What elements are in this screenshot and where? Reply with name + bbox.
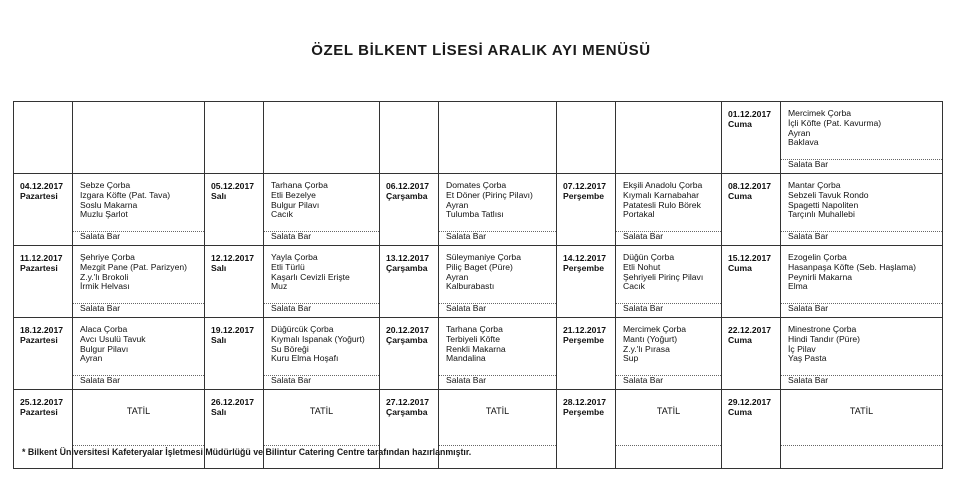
dish-item: Düğürcük Çorba bbox=[271, 324, 334, 334]
dish-item: Spagetti Napoliten bbox=[788, 199, 859, 210]
day-name: Pazartesi bbox=[20, 191, 58, 201]
dish-list bbox=[264, 174, 379, 231]
date-text: 07.12.2017 bbox=[563, 181, 607, 191]
dish-item: Mezgit Pane (Pat. Parizyen) bbox=[80, 261, 187, 272]
dish-item: Sebzeli Tavuk Rondo bbox=[788, 189, 869, 200]
day-name: Çarşamba bbox=[386, 407, 428, 417]
meals-cell-tuesday bbox=[264, 102, 380, 174]
date-cell-tuesday bbox=[205, 318, 264, 390]
salad-bar-item: Salata Bar bbox=[781, 231, 942, 241]
week-row bbox=[14, 174, 943, 246]
dish-item: Izgara Köfte (Pat. Tava) bbox=[80, 189, 171, 200]
day-name: Salı bbox=[211, 407, 227, 417]
dish-list bbox=[439, 318, 556, 375]
day-name: Pazartesi bbox=[20, 263, 58, 273]
holiday-label: TATİL bbox=[656, 406, 681, 416]
dish-item: Yaş Pasta bbox=[788, 353, 827, 364]
day-name: Salı bbox=[211, 191, 227, 201]
date-text: 13.12.2017 bbox=[386, 253, 430, 263]
date-text: 28.12.2017 bbox=[563, 397, 607, 407]
meals-cell-friday bbox=[781, 246, 943, 318]
salad-bar-item: Salata Bar bbox=[439, 231, 556, 241]
salad-bar-item: Salata Bar bbox=[439, 375, 556, 385]
day-name: Çarşamba bbox=[386, 335, 428, 345]
dish-item: Yayla Çorba bbox=[271, 252, 318, 262]
date-cell-thursday bbox=[557, 318, 616, 390]
day-name: Cuma bbox=[728, 119, 752, 129]
dish-item: Baklava bbox=[788, 137, 819, 148]
meals-cell-wednesday bbox=[439, 174, 557, 246]
dish-item: Etli Bezelye bbox=[271, 189, 316, 200]
date-text: 25.12.2017 bbox=[20, 397, 64, 407]
dish-list bbox=[439, 246, 556, 303]
salad-bar-item: Salata Bar bbox=[264, 231, 379, 241]
meals-cell-monday bbox=[73, 246, 205, 318]
divider bbox=[781, 445, 942, 446]
dish-item: Kıymalı Karnabahar bbox=[623, 189, 699, 200]
week-row bbox=[14, 102, 943, 174]
date-text: 05.12.2017 bbox=[211, 181, 255, 191]
footnote: * Bilkent Üniversitesi Kafeteryalar İşletmesi Müdürlüğü ve Bilintur Catering Centre tarafından hazırlanmıştır. bbox=[22, 447, 472, 457]
dish-item: Ayran bbox=[446, 199, 469, 210]
salad-bar-item: Salata Bar bbox=[73, 303, 204, 313]
date-cell-friday bbox=[722, 246, 781, 318]
dish-item: Elma bbox=[788, 281, 808, 292]
dish-item: Muz bbox=[271, 281, 288, 292]
day-name: Perşembe bbox=[563, 263, 605, 273]
meals-cell-tuesday bbox=[264, 246, 380, 318]
dish-item: Hasanpaşa Köfte (Seb. Haşlama) bbox=[788, 261, 917, 272]
dish-item: Tarçınlı Muhallebi bbox=[788, 209, 855, 220]
dish-item: Tulumba Tatlısı bbox=[446, 209, 504, 220]
date-text: 20.12.2017 bbox=[386, 325, 430, 335]
dish-item: Sup bbox=[623, 353, 639, 364]
week-row bbox=[14, 318, 943, 390]
dish-item: Mandalina bbox=[446, 353, 486, 364]
dish-item: Etli Nohut bbox=[623, 261, 661, 272]
day-name: Salı bbox=[211, 335, 227, 345]
date-cell-thursday bbox=[557, 390, 616, 469]
salad-bar-item: Salata Bar bbox=[781, 159, 942, 169]
dish-list bbox=[781, 318, 942, 375]
dish-item: Patatesli Rulo Börek bbox=[623, 199, 701, 210]
page-title: ÖZEL BİLKENT LİSESİ ARALIK AYI MENÜSÜ bbox=[311, 42, 651, 59]
date-text: 29.12.2017 bbox=[728, 397, 772, 407]
meals-cell-wednesday bbox=[439, 102, 557, 174]
dish-item: Düğün Çorba bbox=[623, 252, 675, 262]
dish-item: Ekşili Anadolu Çorba bbox=[623, 180, 703, 190]
date-text: 11.12.2017 bbox=[20, 253, 63, 263]
dish-item: Terbiyeli Köfte bbox=[446, 333, 500, 344]
dish-item: Tarhana Çorba bbox=[271, 180, 328, 190]
dish-item: Piliç Baget (Püre) bbox=[446, 261, 513, 272]
dish-list bbox=[439, 174, 556, 231]
meals-cell-friday bbox=[781, 390, 943, 469]
dish-list bbox=[781, 246, 942, 303]
date-text: 04.12.2017 bbox=[20, 181, 64, 191]
date-text: 22.12.2017 bbox=[728, 325, 772, 335]
dish-item: Bulgur Pilavı bbox=[271, 199, 320, 210]
dish-item: Şehriyeli Pirinç Pilavı bbox=[623, 271, 704, 282]
day-name: Cuma bbox=[728, 407, 752, 417]
dish-item: Muzlu Şarlot bbox=[80, 209, 128, 220]
date-cell-monday bbox=[14, 246, 73, 318]
dish-item: Cacık bbox=[271, 209, 293, 220]
meals-cell-thursday bbox=[616, 390, 722, 469]
date-cell-thursday bbox=[557, 102, 616, 174]
dish-list bbox=[616, 174, 721, 231]
date-cell-wednesday bbox=[380, 246, 439, 318]
dish-list bbox=[781, 174, 942, 231]
dish-list bbox=[616, 318, 721, 375]
date-text: 01.12.2017 bbox=[728, 109, 772, 119]
meals-cell-friday bbox=[781, 102, 943, 174]
meals-cell-tuesday bbox=[264, 174, 380, 246]
date-cell-thursday bbox=[557, 246, 616, 318]
date-text: 06.12.2017 bbox=[386, 181, 430, 191]
day-name: Çarşamba bbox=[386, 263, 428, 273]
menu-table bbox=[13, 101, 943, 469]
date-cell-tuesday bbox=[205, 102, 264, 174]
meals-cell-friday bbox=[781, 318, 943, 390]
meals-cell-thursday bbox=[616, 102, 722, 174]
day-name: Pazartesi bbox=[20, 407, 58, 417]
day-name: Cuma bbox=[728, 335, 752, 345]
dish-item: Minestrone Çorba bbox=[788, 324, 857, 334]
day-name: Salı bbox=[211, 263, 227, 273]
divider bbox=[73, 445, 204, 446]
dish-item: Mercimek Çorba bbox=[788, 108, 852, 118]
date-text: 19.12.2017 bbox=[211, 325, 255, 335]
dish-list bbox=[264, 246, 379, 303]
dish-item: Bulgur Pilavı bbox=[80, 343, 129, 354]
dish-item: Peynirli Makarna bbox=[788, 271, 852, 282]
date-cell-monday bbox=[14, 174, 73, 246]
salad-bar-item: Salata Bar bbox=[781, 303, 942, 313]
salad-bar-item: Salata Bar bbox=[73, 375, 204, 385]
salad-bar-item: Salata Bar bbox=[616, 375, 721, 385]
dish-item: Renkli Makarna bbox=[446, 343, 506, 354]
dish-item: Alaca Çorba bbox=[80, 324, 128, 334]
dish-item: Portakal bbox=[623, 209, 655, 220]
dish-item: Kıymalı Ispanak (Yoğurt) bbox=[271, 333, 365, 344]
salad-bar-item: Salata Bar bbox=[264, 375, 379, 385]
salad-bar-item: Salata Bar bbox=[264, 303, 379, 313]
dish-item: Kuru Elma Hoşafı bbox=[271, 353, 339, 364]
dish-item: İçli Köfte (Pat. Kavurma) bbox=[788, 117, 882, 128]
dish-item: Et Döner (Pirinç Pilavı) bbox=[446, 189, 533, 200]
date-text: 27.12.2017 bbox=[386, 397, 430, 407]
meals-cell-thursday bbox=[616, 318, 722, 390]
dish-item: Mercimek Çorba bbox=[623, 324, 687, 334]
date-cell-friday bbox=[722, 102, 781, 174]
dish-item: Şehriye Çorba bbox=[80, 252, 135, 262]
date-text: 26.12.2017 bbox=[211, 397, 255, 407]
dish-item: Su Böreği bbox=[271, 343, 309, 354]
date-cell-tuesday bbox=[205, 246, 264, 318]
dish-item: Ayran bbox=[446, 271, 469, 282]
salad-bar-item: Salata Bar bbox=[616, 303, 721, 313]
holiday-label: TATİL bbox=[485, 406, 510, 416]
divider bbox=[439, 445, 556, 446]
week-row bbox=[14, 246, 943, 318]
meals-cell-monday bbox=[73, 174, 205, 246]
day-name: Cuma bbox=[728, 263, 752, 273]
date-text: 15.12.2017 bbox=[728, 253, 772, 263]
date-cell-monday bbox=[14, 102, 73, 174]
meals-cell-wednesday bbox=[439, 246, 557, 318]
meals-cell-monday bbox=[73, 318, 205, 390]
date-cell-wednesday bbox=[380, 174, 439, 246]
dish-item: Soslu Makarna bbox=[80, 199, 138, 210]
meals-cell-friday bbox=[781, 174, 943, 246]
dish-item: Süleymaniye Çorba bbox=[446, 252, 521, 262]
date-text: 18.12.2017 bbox=[20, 325, 64, 335]
meals-cell-tuesday bbox=[264, 318, 380, 390]
salad-bar-item: Salata Bar bbox=[73, 231, 204, 241]
dish-list bbox=[73, 318, 204, 375]
dish-list bbox=[73, 246, 204, 303]
dish-item: Etli Türlü bbox=[271, 261, 305, 272]
date-text: 21.12.2017 bbox=[563, 325, 607, 335]
meals-cell-monday bbox=[73, 102, 205, 174]
salad-bar-item: Salata Bar bbox=[616, 231, 721, 241]
date-cell-friday bbox=[722, 390, 781, 469]
meals-cell-thursday bbox=[616, 174, 722, 246]
dish-item: Kalburabastı bbox=[446, 281, 495, 292]
dish-item: İç Pilav bbox=[788, 343, 816, 354]
date-cell-wednesday bbox=[380, 318, 439, 390]
divider bbox=[264, 445, 379, 446]
dish-item: Kaşarlı Cevizli Erişte bbox=[271, 271, 350, 282]
dish-item: Tarhana Çorba bbox=[446, 324, 503, 334]
dish-item: Ayran bbox=[80, 353, 103, 364]
dish-item: Cacık bbox=[623, 281, 645, 292]
date-cell-tuesday bbox=[205, 174, 264, 246]
dish-item: Ayran bbox=[788, 127, 811, 138]
day-name: Perşembe bbox=[563, 407, 605, 417]
date-text: 12.12.2017 bbox=[211, 253, 255, 263]
dish-list bbox=[781, 102, 942, 159]
meals-cell-thursday bbox=[616, 246, 722, 318]
dish-item: Z.y.'lı Brokoli bbox=[80, 271, 129, 282]
divider bbox=[616, 445, 721, 446]
dish-item: Ezogelin Çorba bbox=[788, 252, 847, 262]
salad-bar-item: Salata Bar bbox=[439, 303, 556, 313]
day-name: Perşembe bbox=[563, 191, 605, 201]
day-name: Çarşamba bbox=[386, 191, 428, 201]
dish-item: İrmik Helvası bbox=[80, 281, 130, 292]
holiday-label: TATİL bbox=[849, 406, 874, 416]
dish-item: Mantı (Yoğurt) bbox=[623, 333, 678, 344]
dish-item: Avcı Usulü Tavuk bbox=[80, 333, 146, 344]
date-cell-wednesday bbox=[380, 102, 439, 174]
dish-list bbox=[73, 174, 204, 231]
day-name: Perşembe bbox=[563, 335, 605, 345]
meals-cell-wednesday bbox=[439, 318, 557, 390]
date-cell-thursday bbox=[557, 174, 616, 246]
dish-item: Sebze Çorba bbox=[80, 180, 131, 190]
dish-list bbox=[264, 318, 379, 375]
dish-item: Domates Çorba bbox=[446, 180, 507, 190]
date-text: 14.12.2017 bbox=[563, 253, 607, 263]
holiday-label: TATİL bbox=[126, 406, 151, 416]
day-name: Cuma bbox=[728, 191, 752, 201]
dish-item: Z.y.'lı Pırasa bbox=[623, 343, 670, 354]
date-cell-friday bbox=[722, 318, 781, 390]
date-text: 08.12.2017 bbox=[728, 181, 772, 191]
salad-bar-item: Salata Bar bbox=[781, 375, 942, 385]
dish-item: Hindi Tandır (Püre) bbox=[788, 333, 860, 344]
dish-item: Mantar Çorba bbox=[788, 180, 841, 190]
date-cell-friday bbox=[722, 174, 781, 246]
holiday-label: TATİL bbox=[309, 406, 334, 416]
day-name: Pazartesi bbox=[20, 335, 58, 345]
date-cell-monday bbox=[14, 318, 73, 390]
dish-list bbox=[616, 246, 721, 303]
